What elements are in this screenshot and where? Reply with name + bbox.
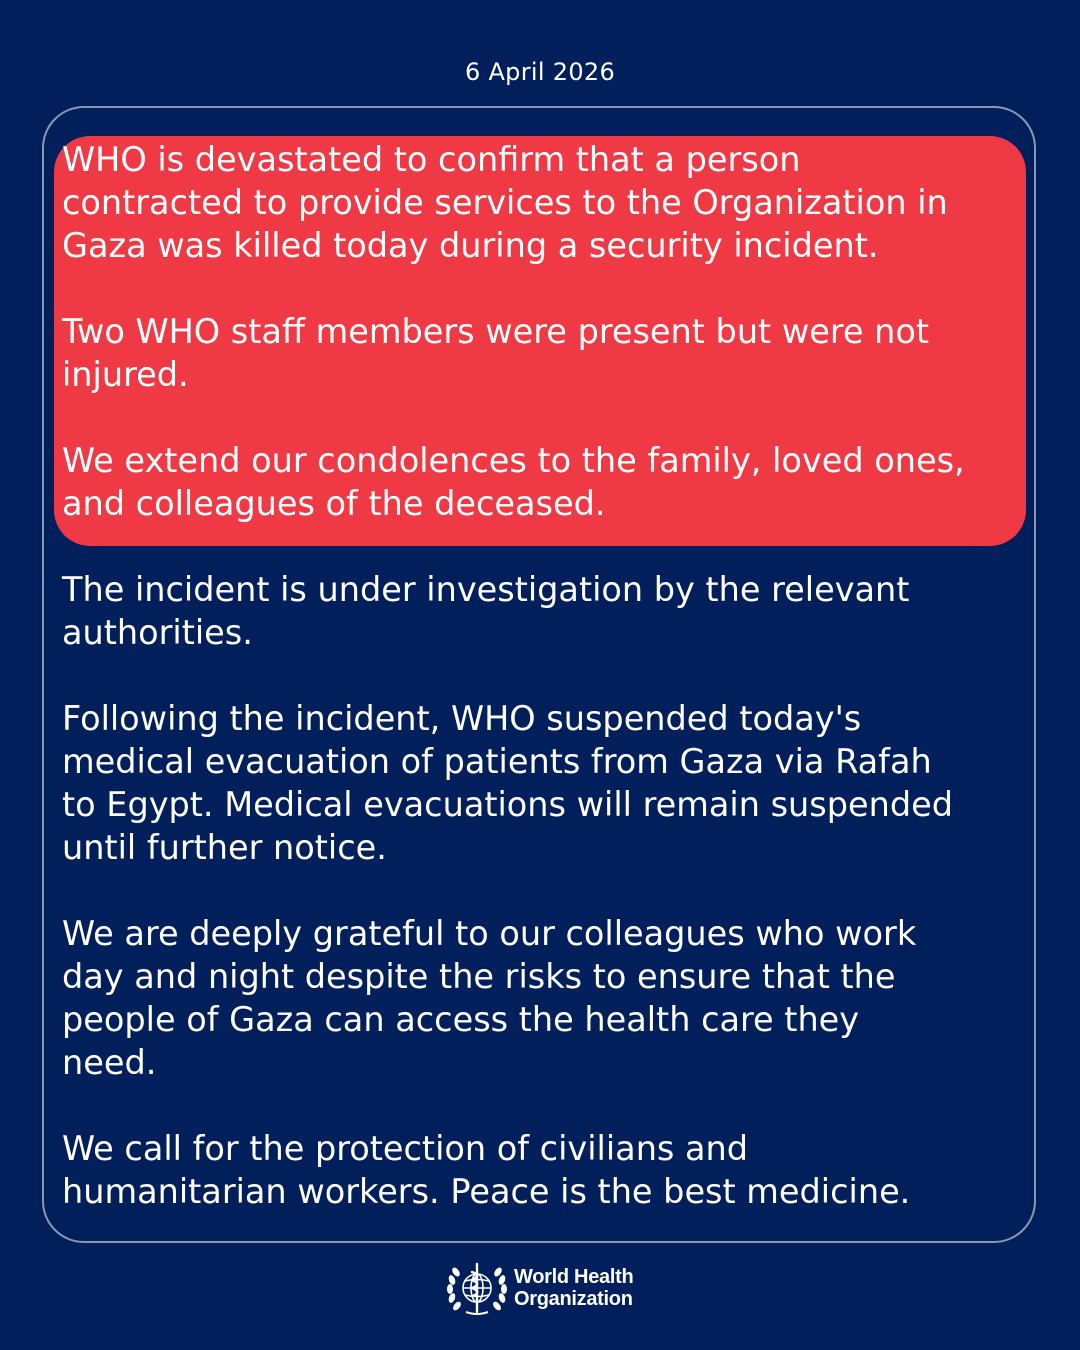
who-wordmark [514,1266,633,1310]
highlighted-paragraph: We extend our condolences to the family, loved ones, and colleagues of the deceased. [62,441,965,523]
logo-line-1: World Health [514,1266,634,1288]
statement-paragraph: Following the incident, WHO suspended today's medical evacuation of patients from Gaza via Rafah to Egypt. Medical evacuations will remain suspended until further notice. [62,699,953,867]
statement-paragraph: We are deeply grateful to our colleagues who work day and night despite the risks to ensure that the people of Gaza can access the health care they need. [62,914,917,1082]
highlighted-paragraph: Two WHO staff members were present but were not injured. [62,312,930,394]
logo-line-2: Organization [514,1288,633,1310]
who-logo [444,1258,644,1318]
statement-paragraph: The incident is under investigation by the relevant authorities. [62,570,910,652]
date-label: 6 April 2026 [464,58,616,86]
who-emblem-icon [444,1258,510,1318]
statement-paragraph: We call for the protection of civilians and humanitarian workers. Peace is the best medicine. [62,1129,911,1211]
highlighted-paragraph: WHO is devastated to confirm that a person contracted to provide services to the Organization in Gaza was killed today during a security incident. [62,140,948,265]
